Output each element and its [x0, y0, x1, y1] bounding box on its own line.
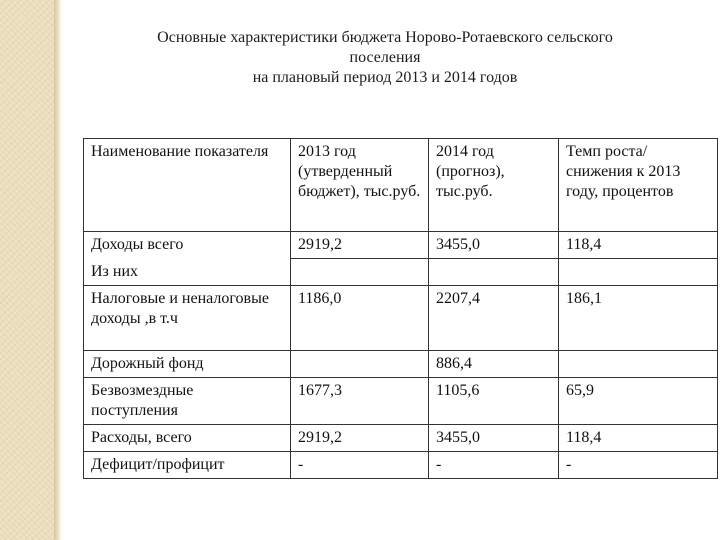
table-row [84, 350, 718, 377]
table-row [84, 259, 718, 286]
table-header-row [84, 139, 718, 232]
cell-2013: 2919,2 [291, 232, 429, 259]
cell-growth-rate: 118,4 [559, 232, 718, 259]
header-cell-growth-rate: Темп роста/снижения к 2013 году, процентов [559, 139, 718, 232]
cell-2014 [429, 259, 559, 286]
page-title [80, 28, 690, 88]
row-label: Дефицит/профицит [84, 451, 291, 478]
cell-growth-rate [559, 350, 718, 377]
cell-2014: 886,4 [429, 350, 559, 377]
cell-2014: 3455,0 [429, 232, 559, 259]
table-row [84, 285, 718, 350]
table-row [84, 451, 718, 478]
row-label: Расходы, всего [84, 424, 291, 451]
cell-2014: 3455,0 [429, 424, 559, 451]
decorative-strip-edge [54, 0, 62, 540]
title-line-2: поселения [349, 49, 421, 66]
budget-table [83, 138, 718, 479]
table-row [84, 377, 718, 424]
row-label: Налоговые и неналоговые доходы ,в т.ч [84, 285, 291, 350]
table-row [84, 232, 718, 259]
row-label: Дорожный фонд [84, 350, 291, 377]
header-cell-2013: 2013 год (утверденный бюджет), тыс.руб. [291, 139, 429, 232]
title-line-3: на плановый период 2013 и 2014 годов [252, 69, 518, 86]
cell-growth-rate: 186,1 [559, 285, 718, 350]
header-cell-2014: 2014 год (прогноз), тыс.руб. [429, 139, 559, 232]
cell-2014: - [429, 451, 559, 478]
table-row [84, 424, 718, 451]
title-line-1: Основные характеристики бюджета Норово-Ротаевского сельского [157, 29, 613, 46]
row-label: Безвозмездные поступления [84, 377, 291, 424]
cell-2014: 2207,4 [429, 285, 559, 350]
cell-growth-rate [559, 259, 718, 286]
cell-2013: 1186,0 [291, 285, 429, 350]
cell-growth-rate: - [559, 451, 718, 478]
row-label: Из них [84, 259, 291, 286]
cell-2014: 1105,6 [429, 377, 559, 424]
cell-growth-rate: 118,4 [559, 424, 718, 451]
cell-2013: - [291, 451, 429, 478]
cell-2013: 1677,3 [291, 377, 429, 424]
row-label: Доходы всего [84, 232, 291, 259]
decorative-side-strip [0, 0, 54, 540]
cell-2013 [291, 259, 429, 286]
cell-2013: 2919,2 [291, 424, 429, 451]
cell-2013 [291, 350, 429, 377]
cell-growth-rate: 65,9 [559, 377, 718, 424]
header-cell-indicator: Наименование показателя [84, 139, 291, 232]
